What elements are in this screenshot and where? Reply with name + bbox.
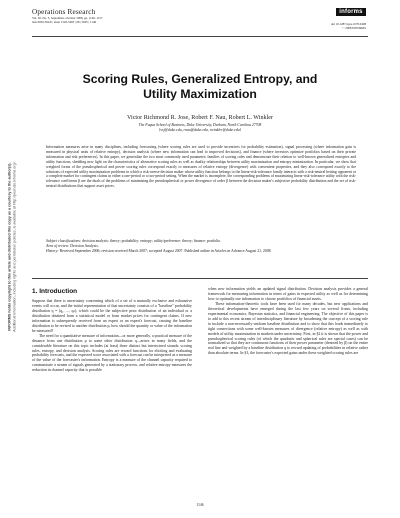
sidebar-line-2: Additional information, including rights and permission policies, is available at http://journals.informs.org/. — [12, 161, 16, 332]
journal-volume: Vol. 56, No. 5, September–October 2008, pp. 1146–1157 — [32, 16, 103, 20]
history-label: History: — [46, 248, 59, 253]
paragraph: These information-theoretic tools have been used for many decades, but new applications and theoretical developments have emerged during the last few years on several fronts, including experimental economics, Bayesian statistics, and financial engineering. The objective of this paper is to add to this recent stream of interdisciplinary literature by broadening the concept of a scoring rule to include a non-necessarily-uniform baseline distribution and to show that this leads immediately to tight connections with some well-known measures of divergence (relative entropy) as well as with models of utility maximization in markets under uncertainty. First, in §2 it is shown that the power and pseudospherical scoring rules (of which the quadratic and spherical rules are special cases) can be normalized so that they are continuous functions of their power parameter (denoted by β) on the entire real line and weighted by a baseline distribution q to reward updating of probabilities in relative rather than absolute terms. In §3, the forecaster's expected gains under these weighted scoring rules are — [208, 301, 368, 356]
page-number: 1146 — [196, 503, 204, 507]
copyright-sidebar — [7, 117, 16, 377]
journal-name: Operations Research — [32, 8, 96, 16]
paper-title — [40, 72, 360, 102]
journal-issn: issn 0030-364X | eissn 1526-5463 | 08 | 5605 | 1146 — [32, 20, 97, 25]
abstract: Information measures arise in many disciplines, including forecasting (where scoring rules are used to provide incentives for probability estimation), signal processing (where information gain is measured in physical units of relative entropy), decision analysis (where new information can lead to improved decisions), and finance (where investors optimize portfolios based on their private information and risk preferences). In this paper, we generalize the two most commonly used parametric families of scoring rules and demonstrate their relation to well-known generalized entropies and utility functions, shedding new light on the characteristics of alternative scoring rules as well as duality relationships between utility maximization and entropy minimization. In particular, we show that weighted forms of the pseudospherical and power scoring rules correspond exactly to measures of relative entropy (divergence) with convenient properties, and they also correspond exactly to the solutions of expected utility maximization problems in which a risk-averse decision maker whose utility function belongs to the linear-risk-tolerance family interacts with a risk-neutral betting opponent or a complete market for contingent claims in either a one-period or a two-period setting. When the market is incomplete, the corresponding problems of maximizing linear-risk-tolerance utility with the risk-tolerance coefficient β are the duals of the problems of minimizing the pseudospherical or power divergence of order β between the decision maker's subjective probability distribution and the set of risk-neutral distributions that support asset prices. — [46, 145, 356, 189]
area-of-review: Decision Analysis. — [69, 243, 99, 248]
abstract-rule — [32, 278, 368, 279]
section-heading: 1. Introduction — [32, 288, 78, 295]
author-emails: {vrj@duke.edu, rnau@duke.edu, rwinkler@duke.edu} — [158, 127, 242, 132]
title-line-1: Scoring Rules, Generalized Entropy, and — [82, 72, 318, 86]
affiliation-line: The Fuqua School of Business, Duke University, Durham, North Carolina 27708 — [138, 123, 262, 127]
subject-classifications: decision analysis: theory; probability: entropy; utility/preference: theory; finance: portfolio. — [81, 239, 222, 243]
column-right — [208, 287, 368, 356]
affiliation — [40, 123, 360, 133]
paper-metadata — [46, 239, 356, 254]
history: Received September 2006; revision received March 2007; accepted August 2007. Published online in Articles in Advance August 21, 2008. — [58, 248, 272, 253]
column-left — [32, 299, 192, 373]
journal-header — [32, 8, 102, 24]
paragraph: Suppose that there is uncertainty concerning which of a set of n mutually exclusive and exhaustive events will occur, and the initial representation of that uncertainty consists of a "baseline" probability distribution q = (q₁, ..., qₙ), which could be the subjective prior distribution of an individual or a distribution obtained from a statistical model or from market prices for contingent claims. If new information is subsequently received from an expert or an expert's forecast, causing the baseline distribution to be revised to another distribution p, how should the quantity or value of the information be measured? — [32, 299, 192, 333]
doi-block — [256, 22, 366, 30]
sidebar-line-1: INFORMS holds copyright to this article and distributed this copy as a courtesy to the author(s). — [7, 162, 12, 331]
informs-logo: informs — [336, 8, 366, 16]
area-label: Area of review: — [46, 243, 70, 248]
paragraph: The need for a quantitative measure of information—or more generally, a practical measure of the distance from one distribution p to some other distribution q—arises in many fields, and the considerable literature on this topic includes (at least) three distinct but intertwined strands: scoring rules, entropy, and decision analysis. Scoring rules are reward functions for eliciting and evaluating probability forecasts, and the expected score associated with a forecast can be interpreted as a measure of the value of the forecaster's information. Entropy is a measure of the channel capacity required to communicate a stream of signals generated by a stationary process, and relative entropy measures the reduction in channel capacity that is possible — [32, 333, 192, 373]
copyright: © 2008 INFORMS — [342, 26, 366, 31]
subject-label: Subject classifications: — [46, 239, 82, 243]
paragraph: when new information yields an updated signal distribution. Decision analysis provides a general framework for measuring information in terms of gains in expected utility as well as for determining how to optimally use information to choose portfolios of financial assets. — [208, 287, 368, 301]
doi: doi 10.1287/opre.1070.0498 — [330, 22, 366, 26]
authors: Victor Richmond R. Jose, Robert F. Nau, Robert L. Winkler — [126, 115, 274, 121]
title-line-2: Utility Maximization — [143, 87, 257, 101]
header-rule — [32, 36, 368, 37]
